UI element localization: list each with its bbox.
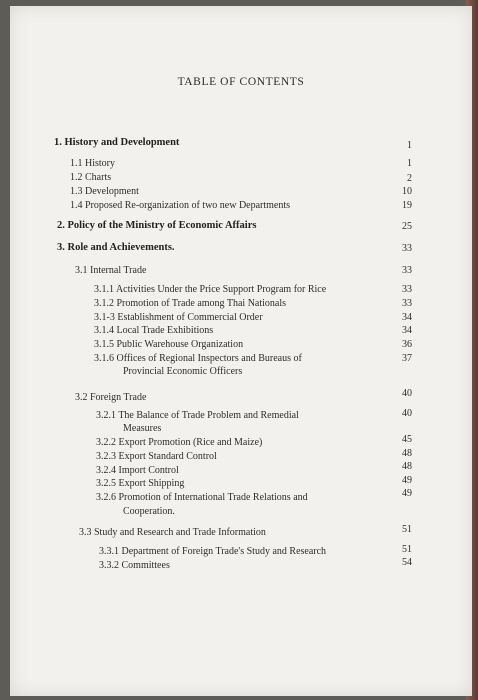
toc-page-3-2-2: 45 — [402, 434, 412, 445]
toc-entry-1-4: 1.4 Proposed Re-organization of two new Departments — [70, 200, 291, 211]
toc-entry-3-2-6-cont: Cooperation. — [123, 506, 175, 517]
toc-page-3-3: 51 — [402, 524, 412, 535]
toc-entry-2: 2. Policy of the Ministry of Economic Affairs — [57, 220, 257, 231]
toc-entry-1-1: 1.1 History — [70, 158, 115, 169]
toc-entry-3-3: 3.3 Study and Research and Trade Information — [79, 527, 266, 538]
toc-page-3-2-1: 40 — [402, 408, 412, 419]
toc-entry-3-2-3: 3.2.3 Export Standard Control — [96, 451, 217, 462]
toc-entry-3-2-1-cont: Measures — [123, 423, 162, 434]
toc-page-3-1-2: 33 — [402, 298, 412, 309]
toc-page-1: 1 — [407, 140, 412, 151]
toc-entry-3-2-1: 3.2.1 The Balance of Trade Problem and Remedial — [96, 410, 299, 421]
toc-entry-1-3: 1.3 Development — [70, 186, 139, 197]
page-title: TABLE OF CONTENTS — [177, 76, 305, 88]
toc-entry-3-1-5: 3.1.5 Public Warehouse Organization — [94, 339, 244, 350]
toc-entry-3-3-2: 3.3.2 Committees — [99, 560, 170, 571]
toc-page-3-3-2: 54 — [402, 557, 412, 568]
toc-entry-3-2-6: 3.2.6 Promotion of International Trade Relations and — [96, 492, 308, 503]
toc-page-3-2-5: 49 — [402, 475, 412, 486]
toc-page-3-2: 40 — [402, 388, 412, 399]
toc-page-3-1-5: 36 — [402, 339, 412, 350]
toc-entry-3-2-4: 3.2.4 Import Control — [96, 465, 179, 476]
toc-page-3: 33 — [402, 243, 412, 254]
toc-entry-1-2: 1.2 Charts — [70, 172, 112, 183]
toc-entry-3-1-4: 3.1.4 Local Trade Exhibitions — [94, 325, 214, 336]
toc-entry-3-1-6-cont: Provincial Economic Officers — [123, 366, 243, 377]
toc-entry-3-1-3: 3.1-3 Establishment of Commercial Order — [94, 312, 263, 323]
toc-page-3-1-1: 33 — [402, 284, 412, 295]
toc-page-2: 25 — [402, 221, 412, 232]
document-page — [10, 6, 472, 696]
toc-entry-3-2-2: 3.2.2 Export Promotion (Rice and Maize) — [96, 437, 263, 448]
toc-entry-3: 3. Role and Achievements. — [57, 242, 175, 253]
toc-entry-3-2-5: 3.2.5 Export Shipping — [96, 478, 185, 489]
toc-entry-3-3-1: 3.3.1 Department of Foreign Trade's Study and Research — [99, 546, 327, 557]
toc-page-1-2: 2 — [407, 173, 412, 184]
toc-entry-3-1-1: 3.1.1 Activities Under the Price Support Program for Rice — [94, 284, 327, 295]
toc-page-3-2-6: 49 — [402, 488, 412, 499]
toc-page-3-2-3: 48 — [402, 448, 412, 459]
toc-page-3-2-4: 48 — [402, 461, 412, 472]
toc-page-3-1-3: 34 — [402, 312, 412, 323]
toc-page-3-1-6: 37 — [402, 353, 412, 364]
toc-page-3-3-1: 51 — [402, 544, 412, 555]
toc-entry-3-1-2: 3.1.2 Promotion of Trade among Thai Nationals — [94, 298, 287, 309]
toc-entry-3-1: 3.1 Internal Trade — [75, 265, 147, 276]
toc-entry-3-2: 3.2 Foreign Trade — [75, 392, 147, 403]
toc-page-3-1: 33 — [402, 265, 412, 276]
toc-page-1-1: 1 — [407, 158, 412, 169]
toc-page-3-1-4: 34 — [402, 325, 412, 336]
toc-page-1-4: 19 — [402, 200, 412, 211]
toc-entry-3-1-6: 3.1.6 Offices of Regional Inspectors and Bureaus of — [94, 353, 302, 364]
toc-entry-1: 1. History and Development — [54, 137, 180, 148]
toc-page-1-3: 10 — [402, 186, 412, 197]
